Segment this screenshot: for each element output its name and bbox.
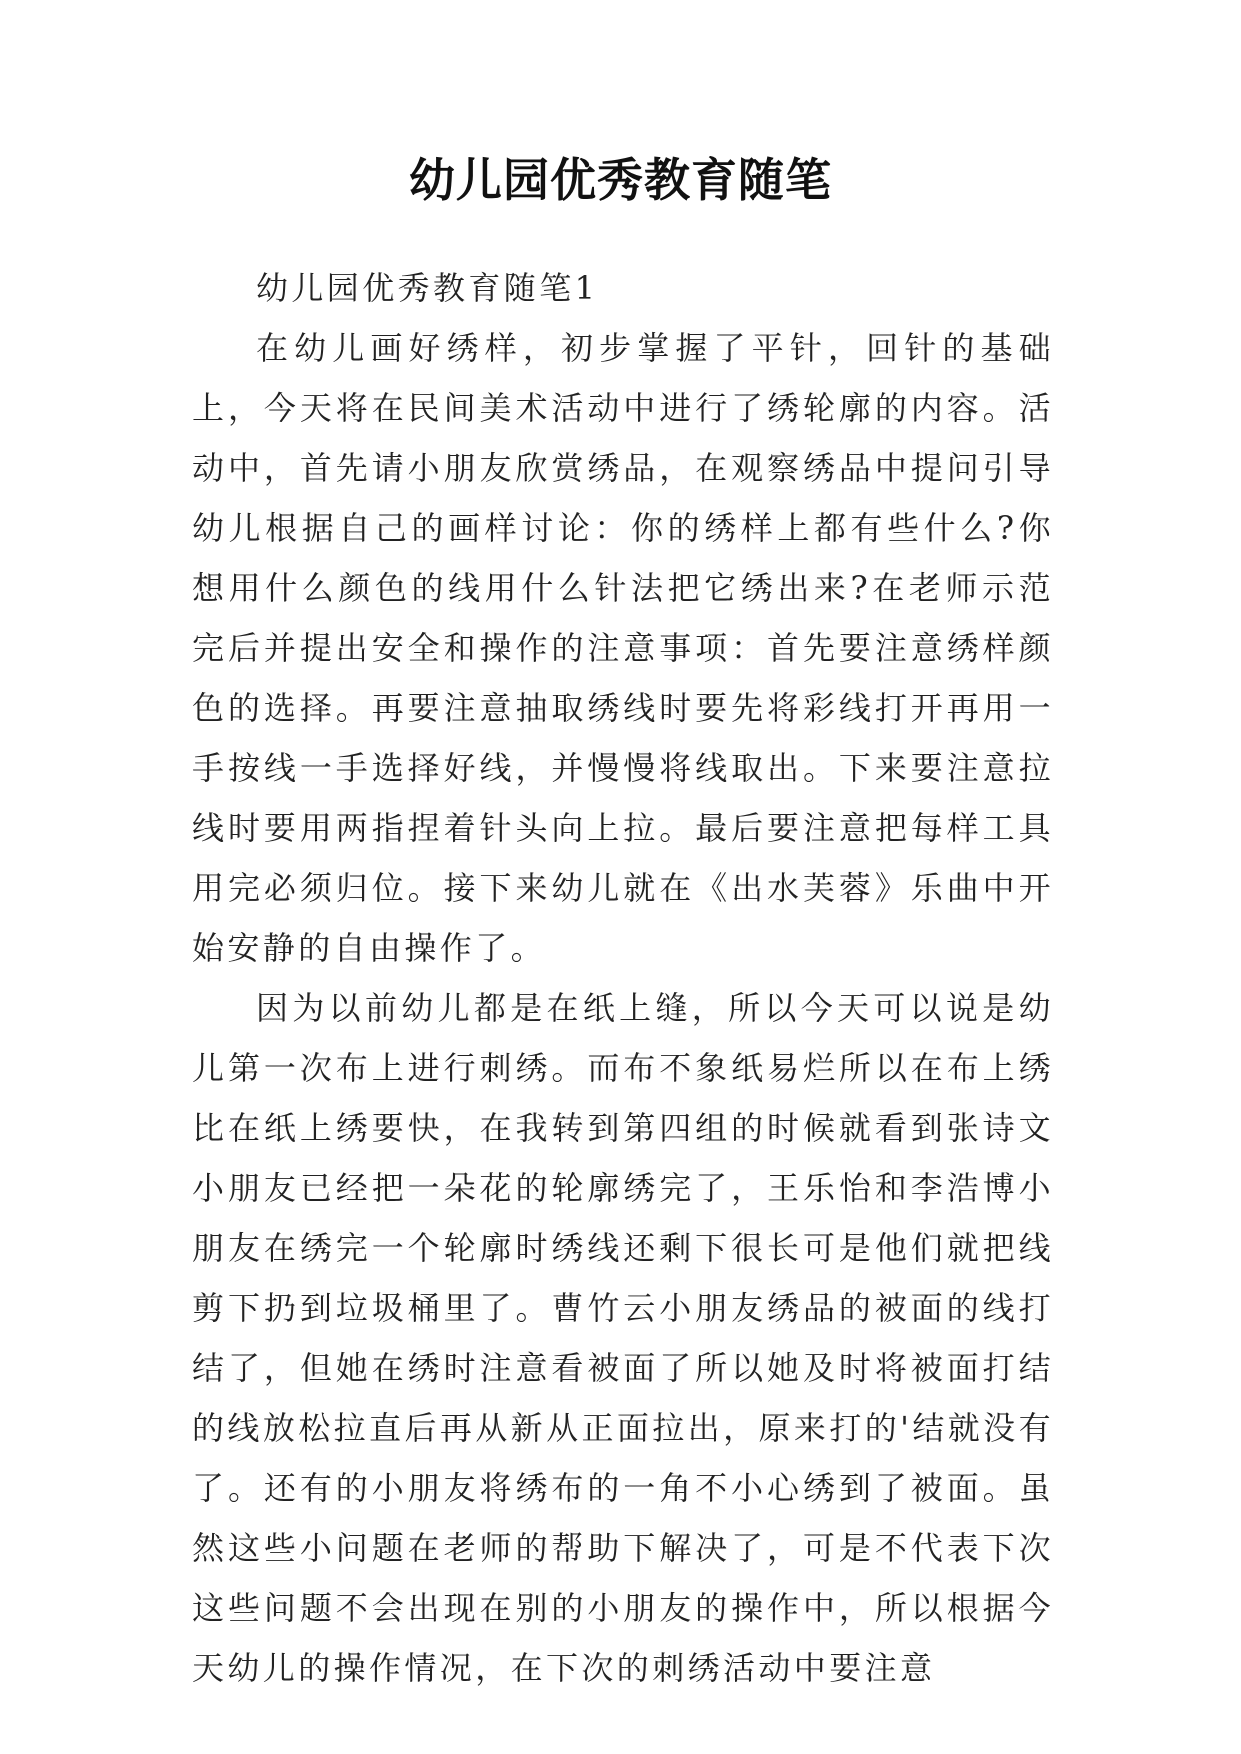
document-title: 幼儿园优秀教育随笔 xyxy=(409,153,832,207)
section-heading: 幼儿园优秀教育随笔1 xyxy=(256,269,599,307)
document-body xyxy=(192,258,1054,1698)
paragraph-2: 因为以前幼儿都是在纸上缝，所以今天可以说是幼儿第一次布上进行刺绣。而布不象纸易烂所以在布上绣比在纸上绣要快，在我转到第四组的时候就看到张诗文小朋友已经把一朵花的轮廓绣完了，王乐怡和李浩博小朋友在绣完一个轮廓时绣线还剩下很长可是他们就把线剪下扔到垃圾桶里了。曹竹云小朋友绣品的被面的线打结了，但她在绣时注意看被面了所以她及时将被面打结的线放松拉直后再从新从正面拉出，原来打的'结就没有了。还有的小朋友将绣布的一角不小心绣到了被面。虽然这些小问题在老师的帮助下解决了，可是不代表下次这些问题不会出现在别的小朋友的操作中，所以根据今天幼儿的操作情况，在下次的刺绣活动中要注意 xyxy=(192,989,1054,1687)
paragraph-1: 在幼儿画好绣样，初步掌握了平针，回针的基础上，今天将在民间美术活动中进行了绣轮廓的内容。活动中，首先请小朋友欣赏绣品，在观察绣品中提问引导幼儿根据自己的画样讨论：你的绣样上都有些什么?你想用什么颜色的线用什么针法把它绣出来?在老师示范完后并提出安全和操作的注意事项：首先要注意绣样颜色的选择。再要注意抽取绣线时要先将彩线打开再用一手按线一手选择好线，并慢慢将线取出。下来要注意拉线时要用两指捏着针头向上拉。最后要注意把每样工具用完必须归位。接下来幼儿就在《出水芙蓉》乐曲中开始安静的自由操作了。 xyxy=(192,329,1054,967)
